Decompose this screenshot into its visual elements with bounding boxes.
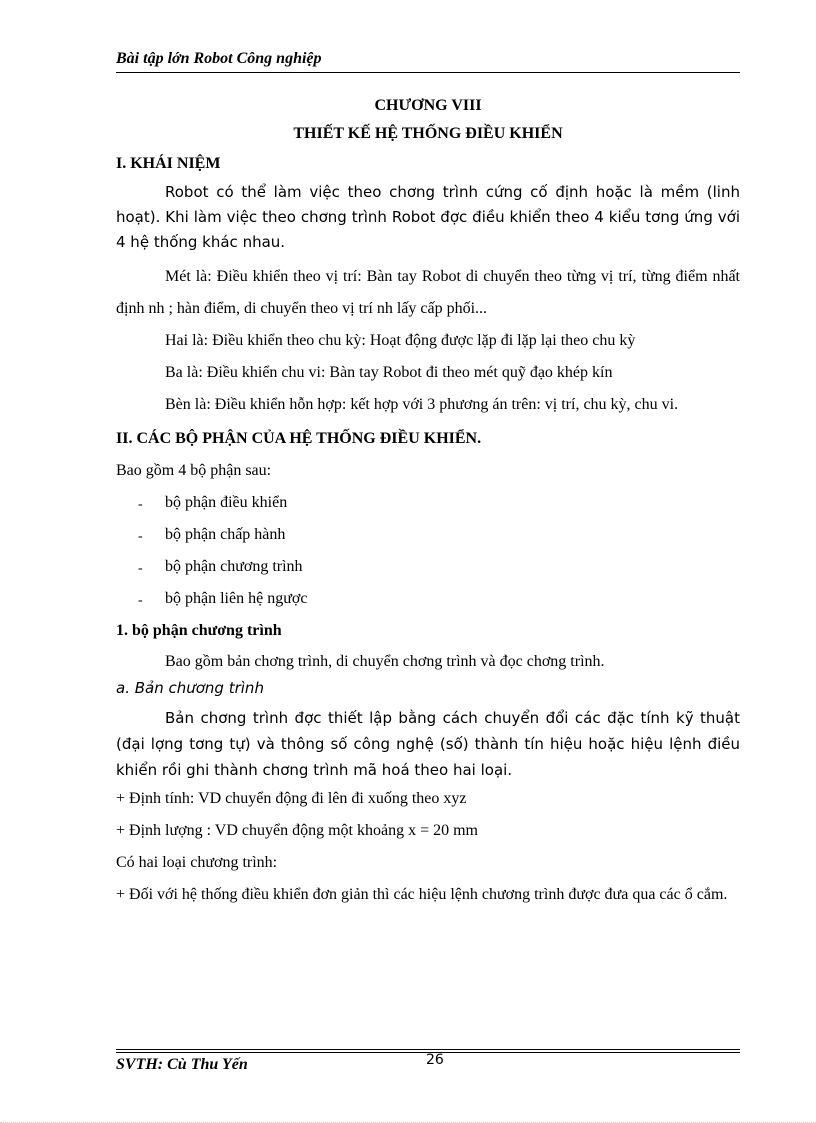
section1-para2: Mét là: Điều khiển theo vị trí: Bàn tay Robot di chuyển theo từng vị trí, từng điểm nhất định nh ; hàn điểm, di chuyển theo vị trí nh lấy cấp phối... xyxy=(116,268,740,317)
chapter-number: CHƯƠNG VIII xyxy=(374,97,482,114)
header-title: Bài tập lớn Robot Công nghiệp xyxy=(116,50,322,67)
bullet-dash: - xyxy=(138,593,143,608)
header-rule xyxy=(116,72,740,73)
footer-rule-top xyxy=(116,1049,740,1050)
subsection1-para2: Bản chơng trình đợc thiết lập bằng cách chuyển đổi các đặc tính kỹ thuật (đại lợng tơng tự) và thông số công nghệ (số) thành tín hiệu hoặc hiệu lệnh điều khiển rồi ghi thành chơng trình mã hoá theo hai loại. xyxy=(116,709,740,779)
page-content xyxy=(116,94,740,911)
section2-heading: II. CÁC BỘ PHẬN CỦA HỆ THỐNG ĐIỀU KHIỂN. xyxy=(116,430,482,447)
section1-para4: Ba là: Điều khiển chu vi: Bàn tay Robot đi theo mét quỹ đạo khép kín xyxy=(165,364,613,381)
section2-list xyxy=(116,487,740,615)
page-number: 26 xyxy=(426,1052,444,1068)
footer-author: SVTH: Cù Thu Yến xyxy=(116,1056,248,1073)
subsection1-line3: Có hai loại chương trình: xyxy=(116,854,278,871)
subsection1-heading: 1. bộ phận chương trình xyxy=(116,622,282,639)
subsection1-line4: + Đối với hệ thống điều khiển đơn giản thì các hiệu lệnh chương trình được đưa qua các ổ cắm. xyxy=(116,886,728,903)
list-item: - bộ phận chấp hành xyxy=(116,519,740,551)
list-item: - bộ phận điều khiển xyxy=(116,487,740,519)
section1-para3: Hai là: Điều khiển theo chu kỳ: Hoạt động được lặp đi lặp lại theo chu kỳ xyxy=(165,332,636,349)
subsection1-para1: Bao gồm bản chơng trình, di chuyển chơng trình và đọc chơng trình. xyxy=(165,653,605,670)
section2-intro: Bao gồm 4 bộ phận sau: xyxy=(116,462,272,479)
subsection1-sub-a: a. Bản chương trình xyxy=(116,679,264,697)
bullet-dash: - xyxy=(138,497,143,512)
subsection1-line1: + Định tính: VD chuyển động đi lên đi xuống theo xyz xyxy=(116,790,467,807)
subsection1-line2: + Định lượng : VD chuyển động một khoảng x = 20 mm xyxy=(116,822,478,839)
list-item: - bộ phận chương trình xyxy=(116,551,740,583)
section1-para5: Bèn là: Điều khiển hỗn hợp: kết hợp với 3 phương án trên: vị trí, chu kỳ, chu vi. xyxy=(165,396,679,413)
section1-para1: Robot có thể làm việc theo chơng trình cứng cố định hoặc là mềm (linh hoạt). Khi làm việc theo chơng trình Robot đợc điều khiển theo 4 kiểu tơng ứng với 4 hệ thống khác nhau. xyxy=(116,183,740,251)
bullet-dash: - xyxy=(138,529,143,544)
page-header xyxy=(116,50,740,68)
bullet-dash: - xyxy=(138,561,143,576)
chapter-title: THIẾT KẾ HỆ THỐNG ĐIỀU KHIỂN xyxy=(293,125,563,142)
section1-heading: I. KHÁI NIỆM xyxy=(116,155,221,172)
list-item: - bộ phận liên hệ ngược xyxy=(116,583,740,615)
